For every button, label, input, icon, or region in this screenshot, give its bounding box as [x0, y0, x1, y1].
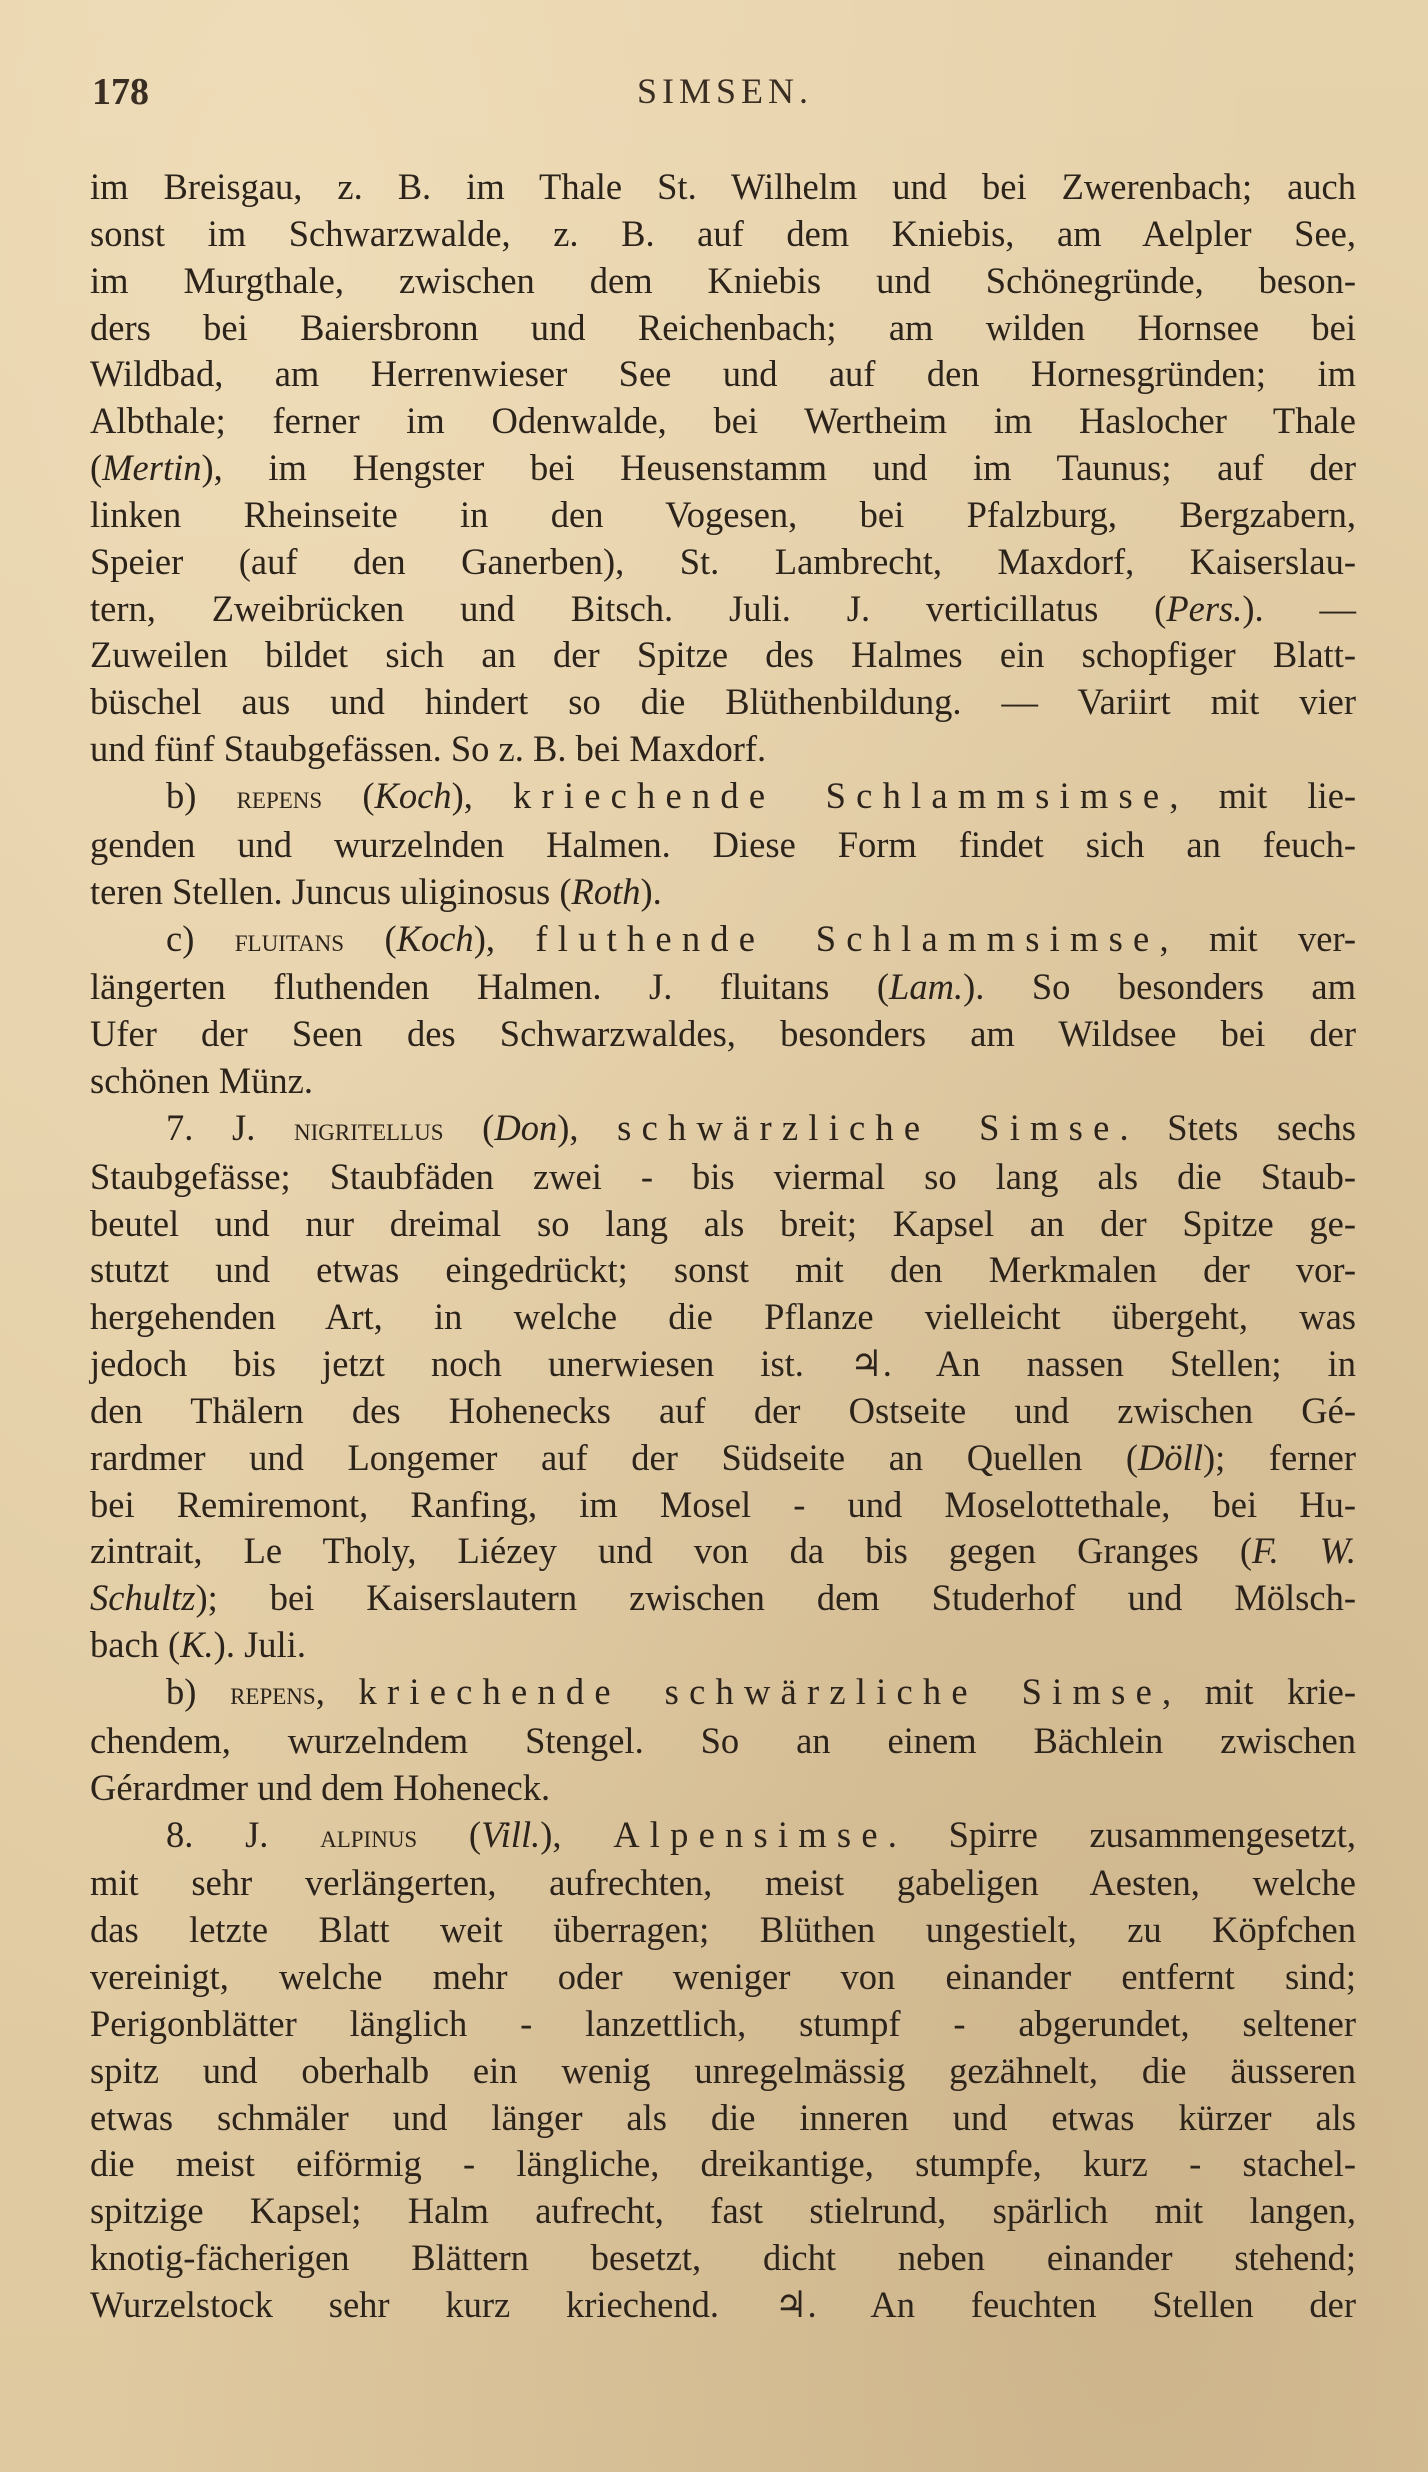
text-line: rardmer und Longemer auf der Südseite an Quellen (Döll); ferner: [90, 1436, 1356, 1478]
text-line: büschel aus und hindert so die Blüthenbildung. — Variirt mit vier: [90, 681, 1356, 723]
text-line: hergehenden Art, in welche die Pflanze vielleicht übergeht, was: [90, 1296, 1356, 1338]
text-line: b) repens (Koch), kriechende Schlammsimse, mit lie-: [166, 774, 1357, 816]
text-line: bach (K.). Juli.: [90, 1624, 306, 1666]
text-line: linken Rheinseite in den Vogesen, bei Pfalzburg, Bergzabern,: [90, 493, 1356, 535]
text-line: im Murgthale, zwischen dem Kniebis und Schönegründe, beson-: [90, 259, 1356, 301]
text-line: (Mertin), im Hengster bei Heusenstamm und im Taunus; auf der: [90, 447, 1356, 489]
paragraph: [90, 1669, 1356, 1812]
text-line: Wurzelstock sehr kurz kriechend. ♃. An feuchten Stellen der: [90, 2283, 1356, 2325]
text-line: Staubgefässe; Staubfäden zwei - bis viermal so lang als die Staub-: [90, 1155, 1356, 1197]
text-line: schönen Münz.: [90, 1060, 314, 1102]
text-line: ders bei Baiersbronn und Reichenbach; am wilden Hornsee bei: [90, 306, 1356, 348]
page-number: 178: [92, 71, 149, 113]
text-line: den Thälern des Hohenecks auf der Ostseite und zwischen Gé-: [90, 1389, 1356, 1431]
text-line: das letzte Blatt weit überragen; Blüthen ungestielt, zu Köpfchen: [90, 1909, 1356, 1951]
text-line: die meist eiförmig - längliche, dreikantige, stumpfe, kurz - stachel-: [90, 2143, 1356, 2185]
text-line: genden und wurzelnden Halmen. Diese Form findet sich an feuch-: [90, 823, 1356, 865]
text-line: etwas schmäler und länger als die inneren und etwas kürzer als: [90, 2096, 1356, 2138]
text-line: mit sehr verlängerten, aufrechten, meist gabeligen Aesten, welche: [90, 1862, 1356, 1904]
paragraph: [90, 164, 1356, 773]
text-line: bei Remiremont, Ranfing, im Mosel - und Moselottethale, bei Hu-: [90, 1483, 1356, 1525]
text-line: beutel und nur dreimal so lang als breit; Kapsel an der Spitze ge-: [90, 1202, 1356, 1244]
paragraph: [90, 1105, 1356, 1669]
text-line: teren Stellen. Juncus uliginosus (Roth).: [90, 870, 662, 912]
text-line: jedoch bis jetzt noch unerwiesen ist. ♃. An nassen Stellen; in: [90, 1343, 1356, 1385]
text-line: Speier (auf den Ganerben), St. Lambrecht, Maxdorf, Kaiserslau-: [90, 540, 1356, 582]
paragraph: [90, 1812, 1356, 2329]
text-line: im Breisgau, z. B. im Thale St. Wilhelm und bei Zwerenbach; auch: [90, 166, 1356, 207]
body-text: [90, 164, 1356, 2329]
text-line: Wildbad, am Herrenwieser See und auf den Hornesgründen; im: [90, 353, 1356, 395]
text-line: und fünf Staubgefässen. So z. B. bei Maxdorf.: [90, 728, 767, 770]
text-line: knotig-fächerigen Blättern besetzt, dicht neben einander stehend;: [90, 2237, 1356, 2279]
text-line: 8. J. alpinus (Vill.), Alpensimse. Spirre zusammengesetzt,: [166, 1813, 1357, 1855]
text-line: vereinigt, welche mehr oder weniger von einander entfernt sind;: [90, 1956, 1356, 1998]
running-head: SIMSEN.: [636, 71, 814, 111]
text-line: Zuweilen bildet sich an der Spitze des Halmes ein schopfiger Blatt-: [90, 634, 1356, 676]
text-line: spitz und oberhalb ein wenig unregelmässig gezähnelt, die äusseren: [90, 2049, 1356, 2091]
paragraph: [90, 773, 1356, 916]
text-line: zintrait, Le Tholy, Liézey und von da bis gegen Granges (F. W.: [90, 1530, 1356, 1572]
text-line: Albthale; ferner im Odenwalde, bei Wertheim im Haslocher Thale: [90, 400, 1356, 442]
text-line: chendem, wurzelndem Stengel. So an einem Bächlein zwischen: [90, 1719, 1356, 1761]
text-line: Ufer der Seen des Schwarzwaldes, besonders am Wildsee bei der: [90, 1013, 1356, 1055]
text-line: c) fluitans (Koch), fluthende Schlammsimse, mit ver-: [166, 917, 1357, 959]
text-line: stutzt und etwas eingedrückt; sonst mit den Merkmalen der vor-: [90, 1249, 1356, 1291]
paragraph: [90, 916, 1356, 1105]
text-line: b) repens, kriechende schwärzliche Simse, mit krie-: [166, 1671, 1357, 1712]
text-line: spitzige Kapsel; Halm aufrecht, fast stielrund, spärlich mit langen,: [90, 2190, 1356, 2232]
text-line: 7. J. nigritellus (Don), schwärzliche Simse. Stets sechs: [166, 1106, 1357, 1148]
text-line: Perigonblätter länglich - lanzettlich, stumpf - abgerundet, seltener: [90, 2002, 1356, 2044]
text-line: tern, Zweibrücken und Bitsch. Juli. J. verticillatus (Pers.). —: [90, 587, 1357, 629]
text-line: längerten fluthenden Halmen. J. fluitans (Lam.). So besonders am: [90, 966, 1356, 1008]
text-line: sonst im Schwarzwalde, z. B. auf dem Kniebis, am Aelpler See,: [90, 212, 1356, 254]
text-line: Gérardmer und dem Hoheneck.: [90, 1766, 551, 1808]
page-header: [92, 70, 1358, 130]
text-line: Schultz); bei Kaiserslautern zwischen dem Studerhof und Mölsch-: [90, 1577, 1356, 1619]
